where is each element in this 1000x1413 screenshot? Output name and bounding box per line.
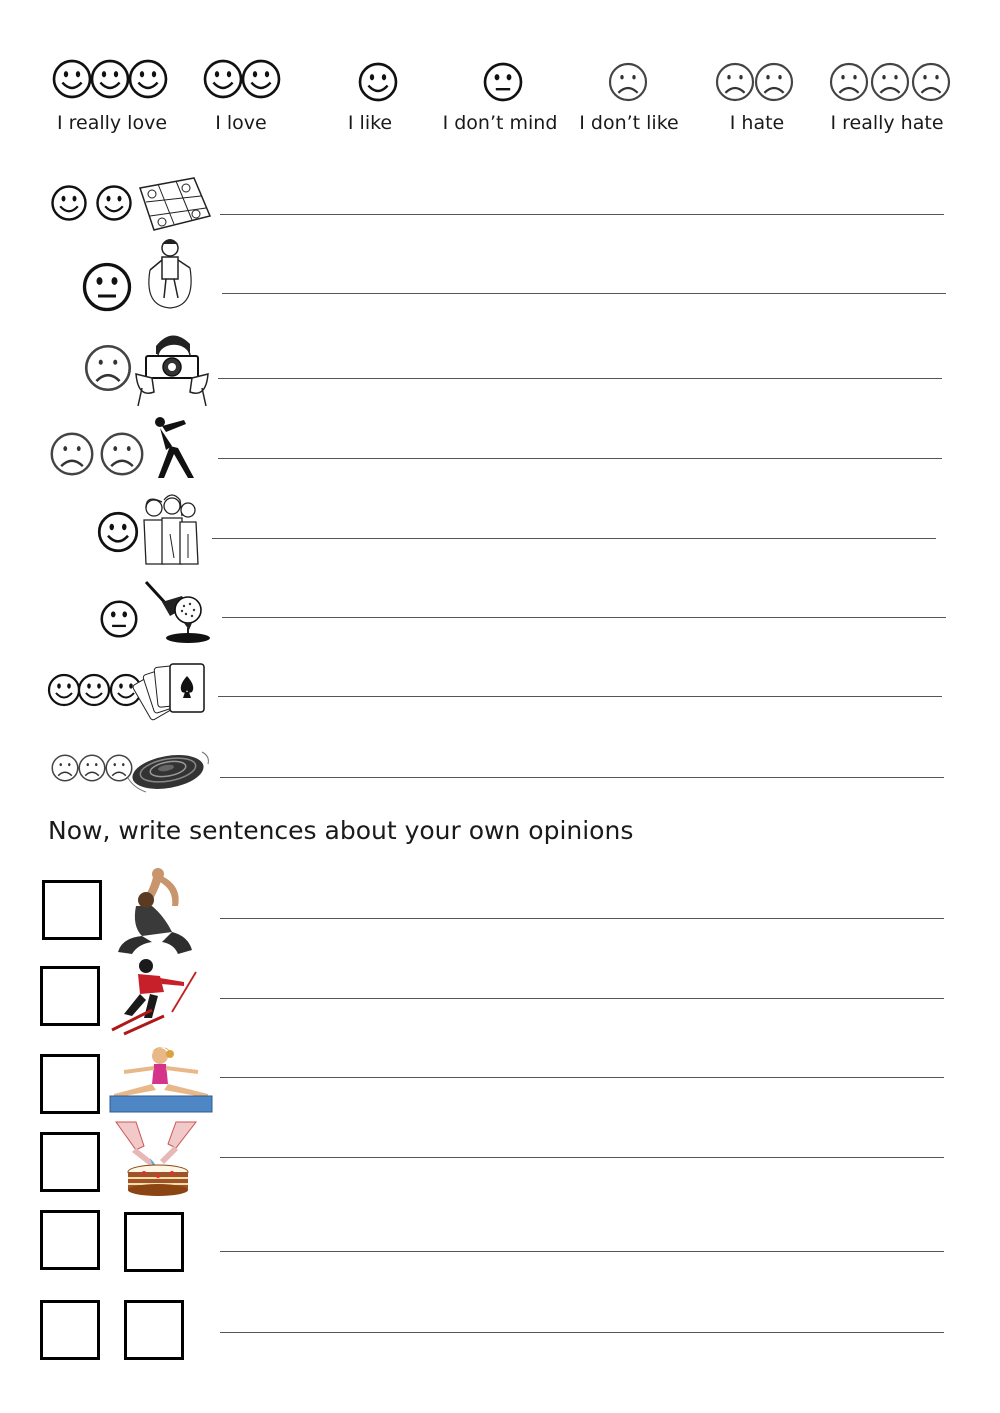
- legend-label-hate: I hate: [729, 112, 785, 134]
- answer-line-10[interactable]: [220, 998, 944, 999]
- opinion-dont-like-icon: [84, 344, 132, 392]
- face-love-icon: [202, 58, 284, 100]
- playing-cards-icon: [138, 660, 208, 718]
- golf-icon: [142, 580, 210, 644]
- answer-line-12[interactable]: [220, 1157, 944, 1158]
- legend-label-dont-like: I don’t like: [579, 112, 679, 134]
- opinion-hate-icon: [50, 432, 146, 476]
- opinion-dont-mind-small-icon: [100, 600, 138, 638]
- opinion-box-4[interactable]: [40, 1132, 100, 1192]
- answer-line-3[interactable]: [218, 378, 942, 379]
- answer-line-13[interactable]: [220, 1251, 944, 1252]
- opinion-really-hate-icon: [52, 754, 134, 782]
- answer-line-11[interactable]: [220, 1077, 944, 1078]
- answer-line-7[interactable]: [218, 696, 942, 697]
- opinion-box-1[interactable]: [42, 880, 102, 940]
- opinion-really-love-icon: [48, 674, 144, 706]
- face-like-icon: [356, 60, 400, 104]
- legend-label-dont-mind: I don’t mind: [442, 112, 558, 134]
- answer-line-9[interactable]: [220, 918, 944, 919]
- activity-box-6[interactable]: [124, 1300, 184, 1360]
- opinion-dont-mind-icon: [82, 262, 132, 312]
- activity-box-5[interactable]: [124, 1212, 184, 1272]
- answer-line-6[interactable]: [222, 617, 946, 618]
- answer-line-5[interactable]: [212, 538, 936, 539]
- opinion-box-3[interactable]: [40, 1054, 100, 1114]
- answer-line-14[interactable]: [220, 1332, 944, 1333]
- exercise-2-heading: Now, write sentences about your own opinions: [48, 816, 634, 845]
- answer-line-2[interactable]: [222, 293, 946, 294]
- opinion-box-6[interactable]: [40, 1300, 100, 1360]
- gymnastics-icon: [108, 1046, 216, 1116]
- board-game-icon: [134, 176, 212, 232]
- face-dont-like-icon: [606, 60, 650, 104]
- face-really-hate-icon: [828, 60, 954, 104]
- photographer-icon: [132, 326, 212, 406]
- frisbee-icon: [126, 748, 212, 796]
- answer-line-1[interactable]: [220, 214, 944, 215]
- skipping-rope-icon: [142, 236, 198, 314]
- answer-line-8[interactable]: [220, 777, 944, 778]
- answer-line-4[interactable]: [218, 458, 942, 459]
- yoga-icon: [112, 866, 198, 960]
- cake-decorating-icon: [110, 1118, 202, 1198]
- opinion-box-5[interactable]: [40, 1210, 100, 1270]
- legend-label-like: I like: [347, 112, 393, 134]
- chatting-friends-icon: [140, 494, 200, 566]
- skiing-icon: [110, 958, 200, 1036]
- face-really-love-icon: [52, 58, 170, 100]
- legend-label-really-hate: I really hate: [830, 112, 944, 134]
- opinion-box-2[interactable]: [40, 966, 100, 1026]
- face-hate-icon: [714, 60, 796, 104]
- aerobics-icon: [150, 416, 202, 482]
- opinion-love-icon: [50, 184, 136, 222]
- opinion-like-icon: [98, 512, 138, 552]
- legend-label-love: I love: [215, 112, 267, 134]
- legend-label-really-love: I really love: [56, 112, 168, 134]
- face-dont-mind-icon: [481, 60, 525, 104]
